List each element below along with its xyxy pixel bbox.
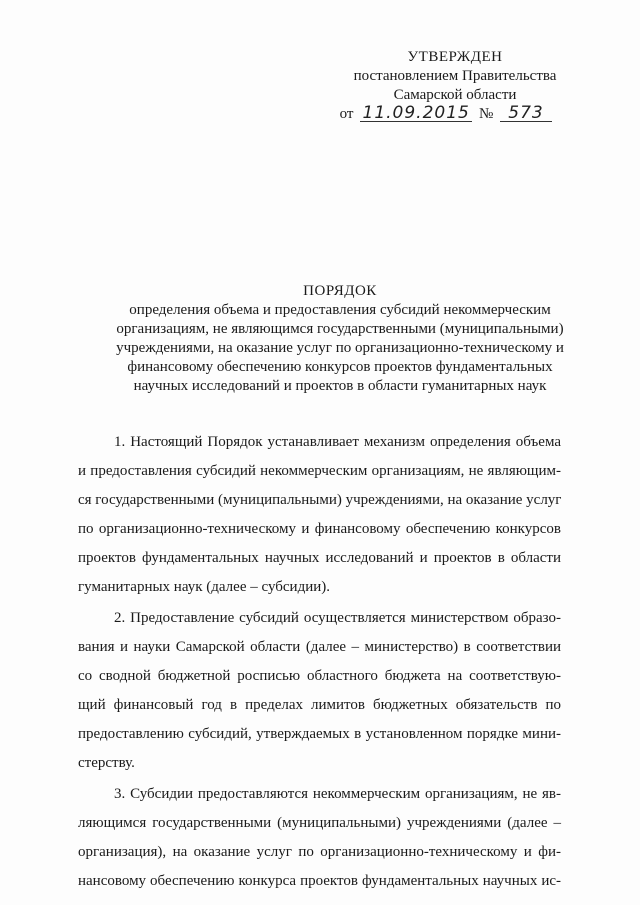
document-heading — [100, 282, 580, 396]
text-line: по организационно-техническому и финансовому обеспечению конкурсов — [78, 521, 561, 537]
heading-line: финансовому обеспечению конкурсов проектов фундаментальных — [127, 359, 553, 375]
text-line: вания и науки Самарской области (далее – министерство) в соответствии — [78, 639, 561, 655]
paragraph-1 — [78, 428, 561, 602]
text-line: 3. Субсидии предоставляются некоммерческим организациям, не яв- — [114, 786, 561, 802]
heading-title: ПОРЯДОК — [303, 283, 377, 299]
heading-line: научных исследований и проектов в области гуманитарных наук — [133, 378, 547, 394]
approval-line-1: постановлением Правительства — [353, 68, 557, 84]
text-line: 1. Настоящий Порядок устанавливает механизм определения объема — [114, 434, 561, 450]
heading-line: организациям, не являющимся государственными (муниципальными) — [116, 321, 564, 337]
text-line: со сводной бюджетной росписью областного бюджета на соответствую- — [78, 668, 561, 684]
paragraph-3 — [78, 780, 561, 896]
handwritten-date: 11.09.2015 — [360, 105, 472, 122]
heading-line: определения объема и предоставления субсидий некоммерческим — [129, 302, 551, 318]
text-line: предоставлению субсидий, утверждаемых в установленном порядке мини- — [78, 726, 561, 742]
text-line: организация), на оказание услуг по организационно-техническому и фи- — [78, 844, 561, 860]
number-prefix: № — [478, 106, 494, 122]
document-body — [78, 428, 561, 896]
text-line: щий финансовый год в пределах лимитов бюджетных обязательств по — [78, 697, 561, 713]
text-line: гуманитарных наук (далее – субсидии). — [78, 579, 330, 595]
approval-stamp-block — [330, 48, 580, 124]
date-prefix: от — [339, 106, 354, 122]
approval-title: УТВЕРЖДЕН — [407, 49, 503, 65]
approval-date-line — [330, 105, 580, 124]
text-line: стерству. — [78, 755, 135, 771]
approval-line-2: Самарской области — [393, 87, 517, 103]
handwritten-number: 573 — [500, 105, 552, 122]
text-line: ляющимся государственными (муниципальными) учреждениями (далее – — [78, 815, 561, 831]
text-line: 2. Предоставление субсидий осуществляется министерством образо- — [114, 610, 561, 626]
text-line: нансовому обеспечению конкурса проектов фундаментальных научных ис- — [78, 873, 561, 889]
text-line: и предоставления субсидий некоммерческим организациям, не являющим- — [78, 463, 561, 479]
text-line: проектов фундаментальных научных исследований и проектов в области — [78, 550, 561, 566]
text-line: ся государственными (муниципальными) учреждениями, на оказание услуг — [78, 492, 562, 508]
heading-line: учреждениями, на оказание услуг по организационно-техническому и — [116, 340, 564, 356]
paragraph-2 — [78, 604, 561, 778]
